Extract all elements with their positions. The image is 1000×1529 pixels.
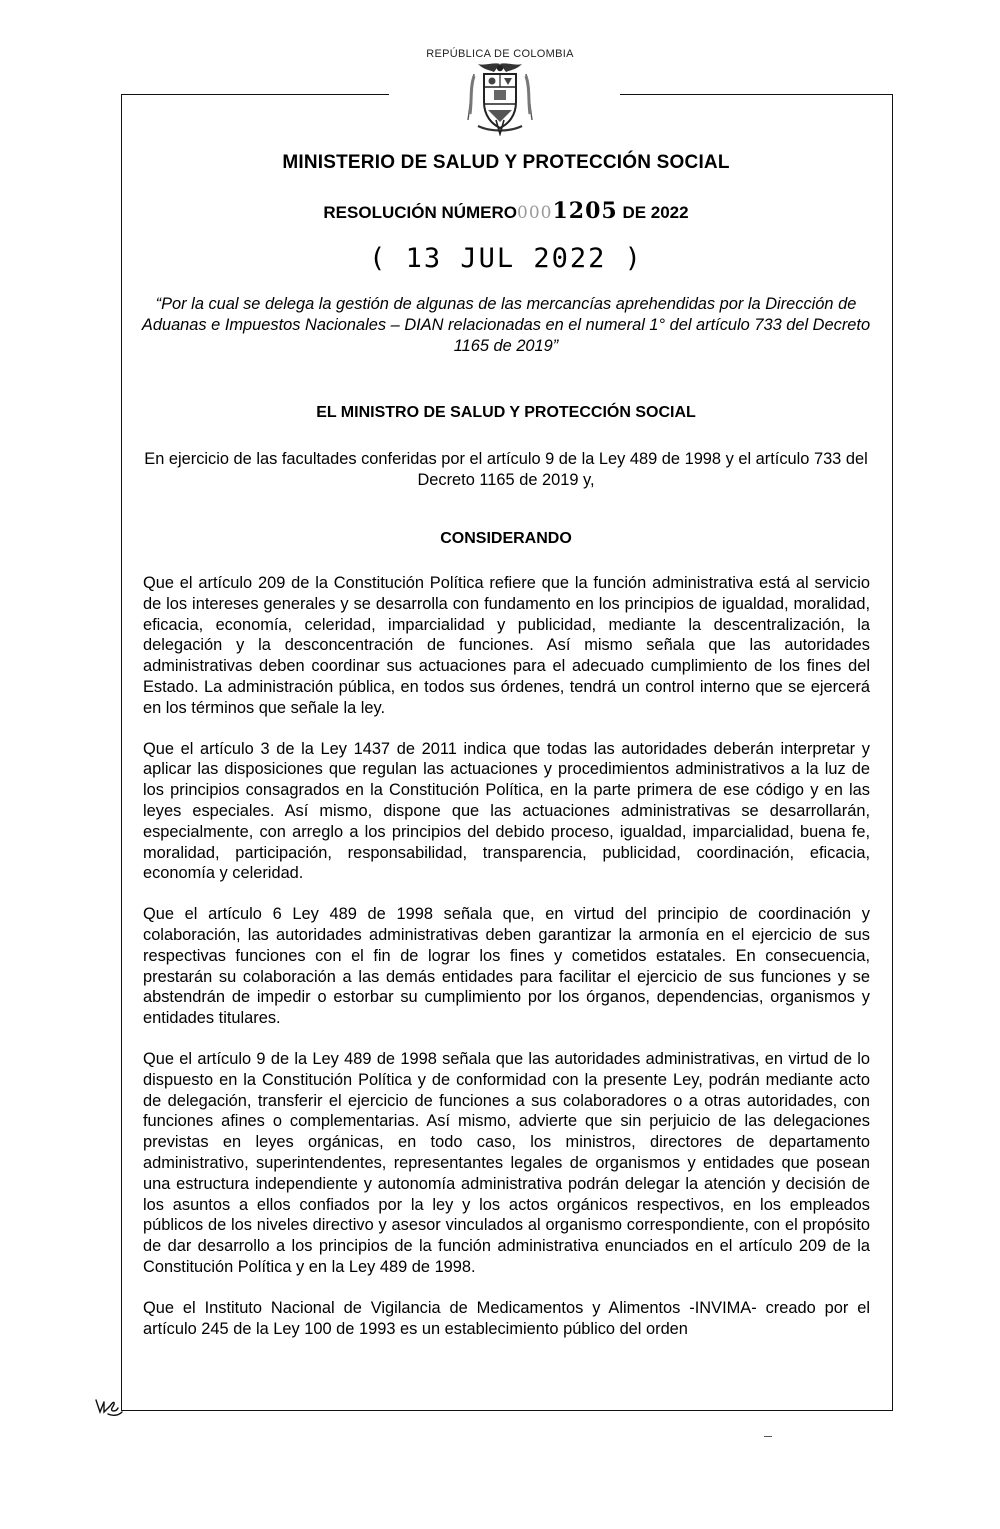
considerations-body (143, 573, 870, 1359)
frame-bottom (121, 1410, 893, 1411)
resolution-date: ( 13 JUL 2022 ) (369, 243, 643, 274)
paragraph: Que el artículo 9 de la Ley 489 de 1998 señala que las autoridades administrativas, en virtud de lo dispuesto en la Constitución Política y de conformidad con la presente Ley, podrán mediante acto de delegación, transferir el ejercicio de funciones a sus colaboradores o a otras autoridades, con funciones afines o complementarias. Así mismo, advierte que sin perjuicio de las delegaciones previstas en leyes orgánicas, en todo caso, los ministros, directores de departamento administrativo, superintendentes, representantes legales de organismos y entidades que posean una estructura independiente y autonomía administrativa podrán delegar la atención y decisión de los asuntos a ellos confiados por la ley y los actos orgánicos respectivos, en los empleados públicos de los niveles directivo y asesor vinculados al organismo correspondiente, con el propósito de dar desarrollo a los principios de la función administrativa enunciados en el artículo 209 de la Constitución Política y en la Ley 489 de 1998. (143, 1049, 870, 1276)
frame-top-left (121, 94, 389, 95)
frame-left (121, 94, 122, 1410)
minister-heading: EL MINISTRO DE SALUD Y PROTECCIÓN SOCIAL (316, 404, 696, 421)
resolution-number-prefix: 000 (517, 203, 553, 223)
intro-text: En ejercicio de las facultades conferidas por el artículo 9 de la Ley 489 de 1998 y el artículo 733 del Decreto 1165 de 2019 y, (144, 450, 868, 489)
paragraph: Que el artículo 6 Ley 489 de 1998 señala que, en virtud del principio de coordinación y colaboración, las autoridades administrativas deben garantizar la armonía en el ejercicio de sus respectivas funciones con el fin de lograr los fines y cometidos estatales. En consecuencia, prestarán su colaboración a las demás entidades para facilitar el ejercicio de sus funciones y se abstendrán de impedir o estorbar su cumplimiento por los órganos, dependencias, organismos y entidades titulares. (143, 905, 870, 1028)
resolution-number: 1205 (552, 198, 618, 224)
ministry-title: MINISTERIO DE SALUD Y PROTECCIÓN SOCIAL (282, 152, 730, 173)
frame-top-right (620, 94, 893, 95)
paragraph: Que el artículo 209 de la Constitución Política refiere que la función administrativa está al servicio de los intereses generales y se desarrolla con fundamento en los principios de igualdad, moralidad, eficacia, economía, celeridad, imparcialidad y publicidad, mediante la descentralización, la delegación y la desconcentración de funciones. Así mismo señala que las autoridades administrativas deben coordinar sus actuaciones para el adecuado cumplimiento de los fines del Estado. La administración pública, en todos sus órdenes, tendrá un control interno que se ejercerá en los términos que señale la ley. (143, 574, 870, 717)
country-label: REPÚBLICA DE COLOMBIA (426, 48, 574, 60)
considering-heading: CONSIDERANDO (440, 530, 572, 547)
frame-right (892, 94, 893, 1410)
margin-mark (764, 1436, 772, 1437)
resolution-year: DE 2022 (622, 203, 689, 222)
resolution-label: RESOLUCIÓN NÚMERO (323, 203, 518, 222)
resolution-subject: “Por la cual se delega la gestión de algunas de las mercancías aprehendidas por la Dirección de Aduanas e Impuestos Nacionales – DIAN relacionadas en el numeral 1° del artículo 733 del Decreto 1165 de 2019” (141, 295, 871, 355)
coat-of-arms-icon (464, 60, 536, 136)
paragraph: Que el Instituto Nacional de Vigilancia de Medicamentos y Alimentos -INVIMA- creado por el artículo 245 de la Ley 100 de 1993 es un establecimiento público del orden (143, 1298, 870, 1338)
resolution-line (140, 198, 872, 224)
handwritten-initials-icon (94, 1394, 124, 1418)
paragraph: Que el artículo 3 de la Ley 1437 de 2011 indica que todas las autoridades deberán interpretar y aplicar las disposiciones que regulan las actuaciones y procedimientos administrativos a la luz de los principios consagrados en la Constitución Política, en la parte primera de ese código y en las leyes especiales. Así mismo, dispone que las actuaciones administrativas se desarrollarán, especialmente, con arreglo a los principios del debido proceso, igualdad, imparcialidad, buena fe, moralidad, participación, responsabilidad, transparencia, publicidad, coordinación, eficacia, economía y celeridad. (143, 739, 870, 883)
